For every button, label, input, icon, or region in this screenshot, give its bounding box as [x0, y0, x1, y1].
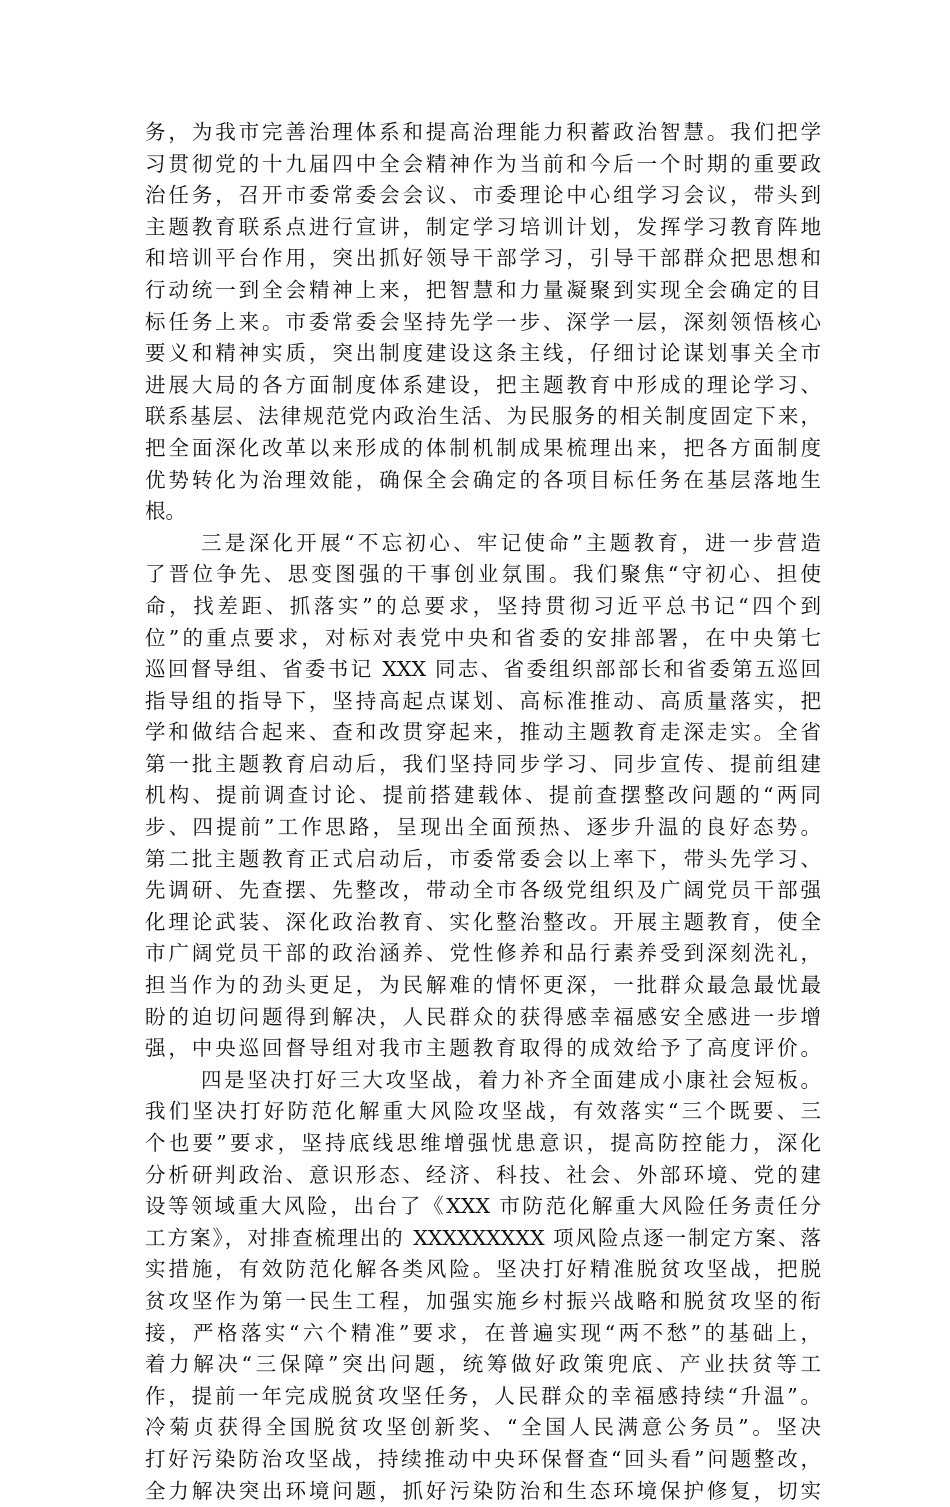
text-line: 冷菊贞获得全国脱贫攻坚创新奖、“全国人民满意公务员”。坚决 — [145, 1415, 821, 1440]
text-line: 行动统一到全会精神上来，把智慧和力量凝聚到实现全会确定的目 — [145, 277, 821, 302]
text-line: 标任务上来。市委常委会坚持先学一步、深学一层，深刻领悟核心 — [145, 309, 821, 334]
text-line: 根。 — [145, 499, 186, 524]
text-line: 习贯彻党的十九届四中全会精神作为当前和今后一个时期的重要政 — [145, 151, 821, 176]
paragraph-start-line: 三是深化开展“不忘初心、牢记使命”主题教育，进一步营造 — [201, 530, 821, 555]
text-line: 步、四提前”工作思路，呈现出全面预热、逐步升温的良好态势。 — [145, 815, 821, 840]
text-line: 第一批主题教育启动后，我们坚持同步学习、同步宣传、提前组建 — [145, 751, 821, 776]
text-line: 巡回督导组、省委书记 XXX 同志、省委组织部部长和省委第五巡回 — [145, 657, 821, 682]
text-line: 先调研、先查摆、先整改，带动全市各级党组织及广阔党员干部强 — [145, 878, 821, 903]
text-line: 务，为我市完善治理体系和提高治理能力积蓄政治智慧。我们把学 — [145, 120, 821, 144]
text-line: 担当作为的劲头更足，为民解难的情怀更深，一批群众最急最忧最 — [145, 973, 821, 998]
paragraph-start-line: 四是坚决打好三大攻坚战，着力补齐全面建成小康社会短板。 — [201, 1067, 821, 1092]
text-line: 第二批主题教育正式启动后，市委常委会以上率下，带头先学习、 — [145, 846, 821, 871]
text-line: 实措施，有效防范化解各类风险。坚决打好精准脱贫攻坚战，把脱 — [145, 1257, 821, 1282]
text-line: 进展大局的各方面制度体系建设，把主题教育中形成的理论学习、 — [145, 372, 821, 397]
text-line: 优势转化为治理效能，确保全会确定的各项目标任务在基层落地生 — [145, 467, 821, 492]
text-line: 治任务，召开市委常委会会议、市委理论中心组学习会议，带头到 — [145, 183, 821, 208]
text-line: 机构、提前调查讨论、提前搭建载体、提前查摆整改问题的“两同 — [145, 783, 821, 808]
document-page — [145, 117, 821, 1507]
text-line: 联系基层、法律规范党内政治生活、为民服务的相关制度固定下来， — [145, 404, 821, 429]
text-line: 强，中央巡回督导组对我市主题教育取得的成效给予了高度评价。 — [145, 1036, 821, 1061]
text-line: 贫攻坚作为第一民生工程，加强实施乡村振兴战略和脱贫攻坚的衔 — [145, 1288, 821, 1313]
text-line: 着力解决“三保障”突出问题，统筹做好政策兜底、产业扶贫等工 — [145, 1352, 821, 1377]
text-line: 作，提前一年完成脱贫攻坚任务，人民群众的幸福感持续“升温”。 — [145, 1383, 821, 1408]
text-line: 命，找差距、抓落实”的总要求，坚持贯彻习近平总书记“四个到 — [145, 593, 821, 618]
text-line: 分析研判政治、意识形态、经济、科技、社会、外部环境、党的建 — [145, 1162, 821, 1187]
text-line: 要义和精神实质，突出制度建设这条主线，仔细讨论谋划事关全市 — [145, 341, 821, 366]
text-line: 把全面深化改革以来形成的体制机制成果梳理出来，把各方面制度 — [145, 435, 821, 460]
text-line: 主题教育联系点进行宣讲，制定学习培训计划，发挥学习教育阵地 — [145, 214, 821, 239]
text-line: 化理论武装、深化政治教育、实化整治整改。开展主题教育，使全 — [145, 909, 821, 934]
text-line: 市广阔党员干部的政治涵养、党性修养和品行素养受到深刻洗礼， — [145, 941, 821, 966]
text-line: 学和做结合起来、查和改贯穿起来，推动主题教育走深走实。全省 — [145, 720, 821, 745]
text-line: 位”的重点要求，对标对表党中央和省委的安排部署，在中央第七 — [145, 625, 821, 650]
text-line: 接，严格落实“六个精准”要求，在普遍实现“两不愁”的基础上， — [145, 1320, 821, 1345]
text-line: 全力解决突出环境问题，抓好污染防治和生态环境保护修复，切实 — [145, 1478, 821, 1503]
text-line: 指导组的指导下，坚持高起点谋划、高标准推动、高质量落实，把 — [145, 688, 821, 713]
text-line: 打好污染防治攻坚战，持续推动中央环保督查“回头看”问题整改， — [145, 1446, 821, 1471]
text-line: 了晋位争先、思变图强的干事创业氛围。我们聚焦“守初心、担使 — [145, 562, 821, 587]
text-line: 工方案》，对排查梳理出的 XXXXXXXXX 项风险点逐一制定方案、落 — [145, 1225, 821, 1250]
text-line: 个也要”要求，坚持底线思维增强忧患意识，提高防控能力，深化 — [145, 1131, 821, 1155]
text-line: 和培训平台作用，突出抓好领导干部学习，引导干部群众把思想和 — [145, 246, 821, 271]
text-line: 盼的迫切问题得到解决，人民群众的获得感幸福感安全感进一步增 — [145, 1004, 821, 1029]
text-line: 我们坚决打好防范化解重大风险攻坚战，有效落实“三个既要、三 — [145, 1099, 821, 1124]
text-line: 设等领域重大风险，出台了《XXX 市防范化解重大风险任务责任分 — [145, 1194, 821, 1219]
